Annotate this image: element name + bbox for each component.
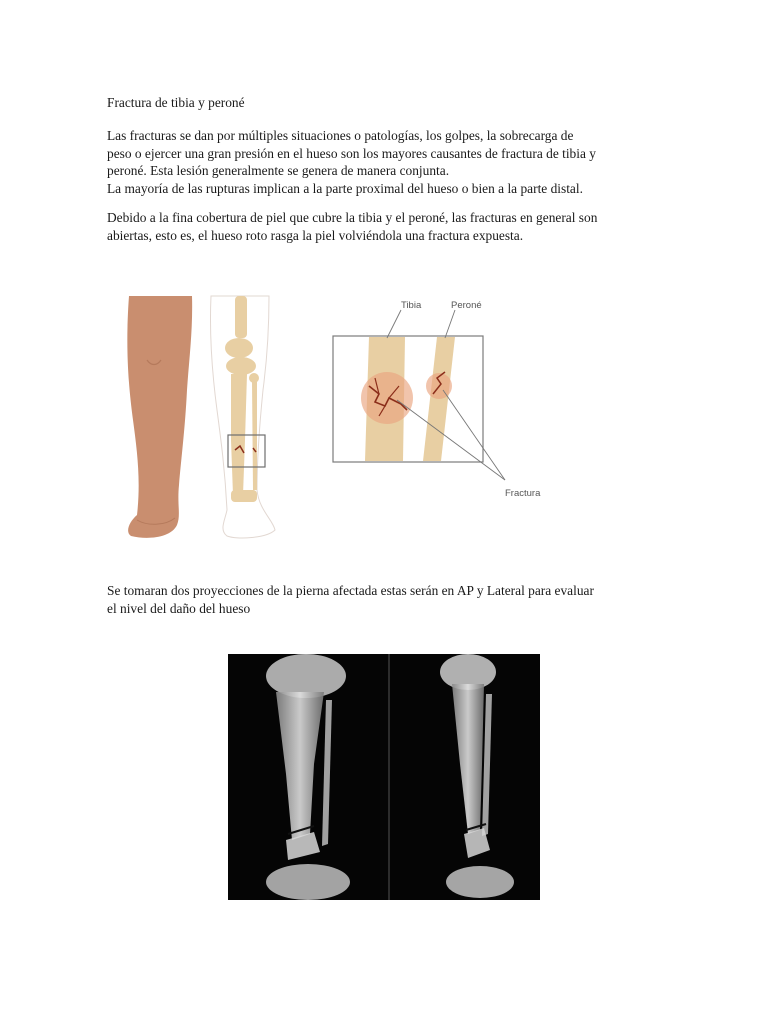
illustration-svg (107, 290, 667, 548)
xray-svg (228, 654, 540, 900)
text-line: el nivel del daño del hueso (107, 600, 251, 616)
text-line: abiertas, esto es, el hueso roto rasga la piel volviéndola una fractura expuesta. (107, 227, 524, 243)
label-perone: Peroné (451, 300, 482, 311)
document-title: Fractura de tibia y peroné (107, 95, 245, 110)
text-line: Las fracturas se dan por múltiples situaciones o patologías, los golpes, la sobrecarga de (107, 128, 574, 143)
fracture-illustration (107, 290, 667, 548)
paragraph-projections (107, 582, 667, 617)
label-fractura: Fractura (505, 488, 541, 499)
text-line: La mayoría de las rupturas implican a la parte proximal del hueso o bien a la parte distal. (107, 180, 583, 196)
text-line: Se tomaran dos proyecciones de la pierna afectada estas serán en AP y Lateral para evaluar (107, 583, 594, 598)
paragraph-causes (107, 127, 667, 197)
label-tibia: Tibia (401, 300, 422, 311)
paragraph-open-fracture (107, 209, 667, 244)
text-line: Debido a la fina cobertura de piel que cubre la tibia y el peroné, las fracturas en general son (107, 210, 598, 225)
leg-skin-drawing (127, 296, 192, 538)
xray-images (228, 654, 540, 900)
text-line: peroné. Esta lesión generalmente se genera de manera conjunta. (107, 163, 450, 178)
text-line: peso o ejercer una gran presión en el hueso son los mayores causantes de fractura de tibia y (107, 145, 596, 161)
